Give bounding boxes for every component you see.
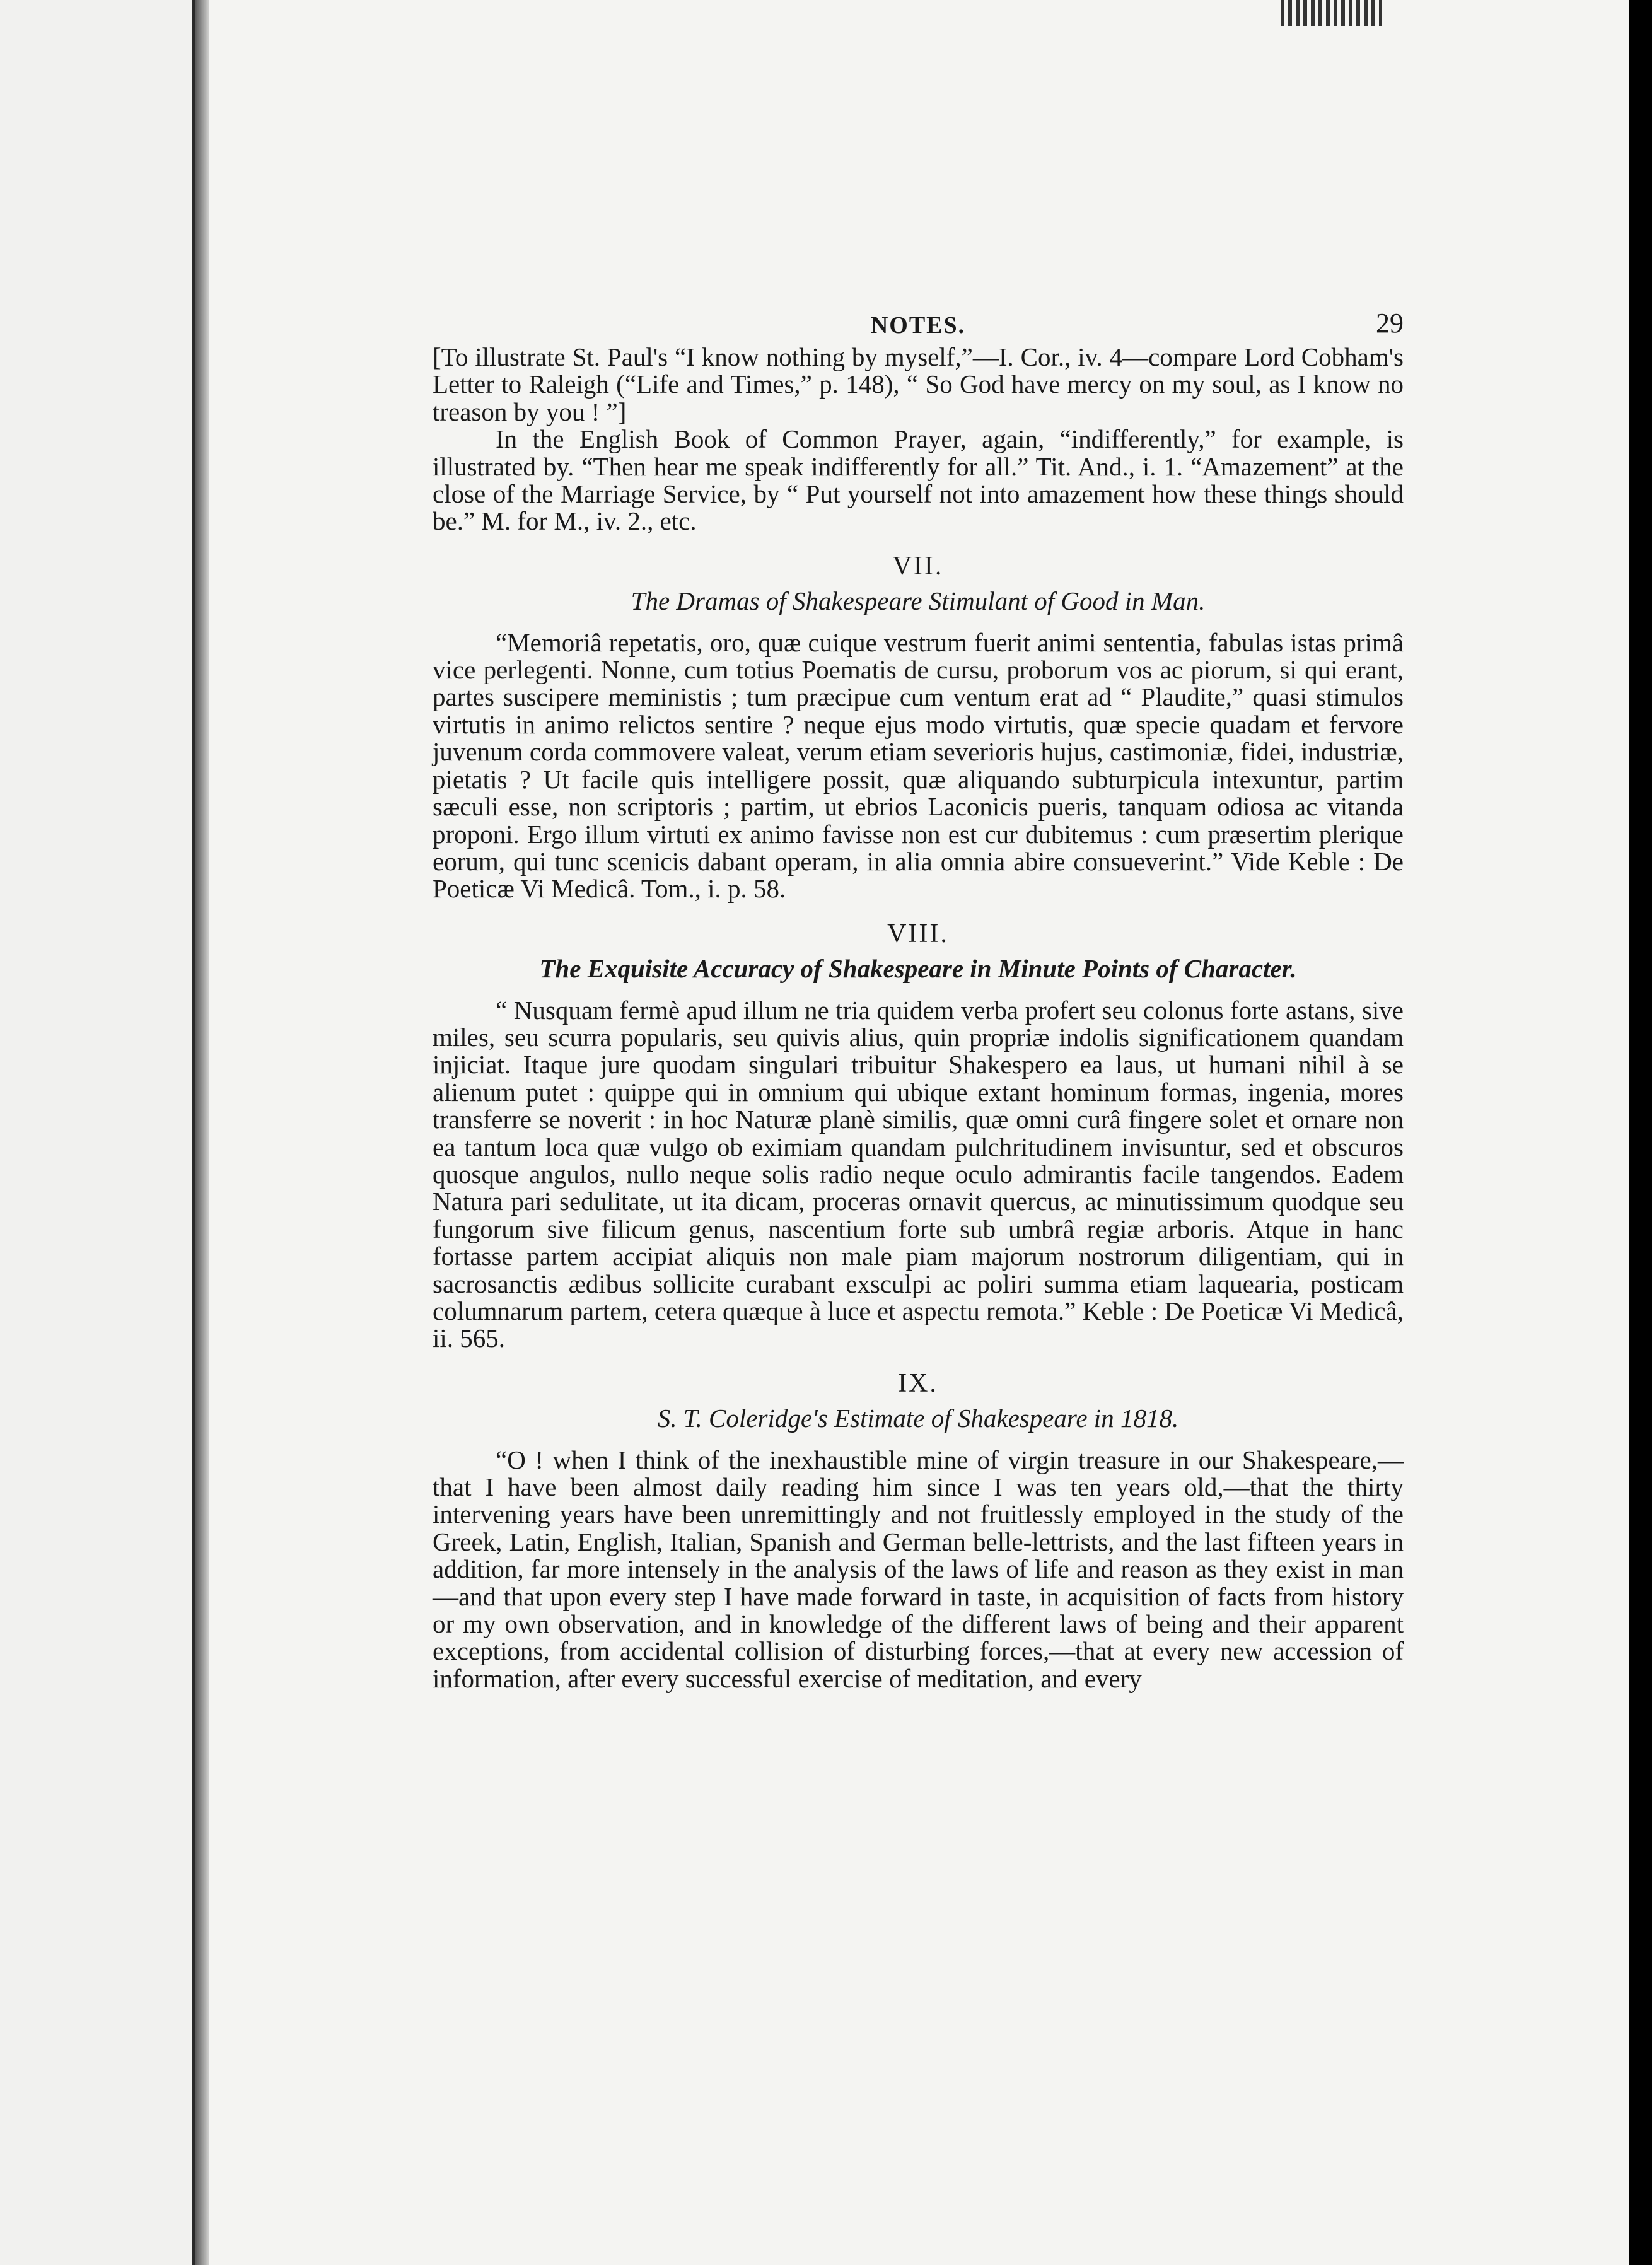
section-number-viii: VIII. [887,919,949,948]
section-body-ix: “O ! when I think of the inexhaustible mine of virgin treasure in our Shakespeare,—that I have been almost daily reading him since I was ten years old,—that the thirty intervening years have been unremittingly and not fruitlessly employed in the study of the Greek, Latin, English, Italian, Spanish and German belle-lettrists, and the last fifteen years in addition, far more intensely in the analysis of the laws of life and reason as they exist in man—and that upon every step I have made forward in taste, in acquisition of facts from history or my own observation, and in knowledge of the different laws of being and their apparent exceptions, from accidental collision of disturbing forces,—that at every new accession of information, after every successful exercise of meditation, and every [433,1445,1404,1693]
section-title-vii: The Dramas of Shakespeare Stimulant of Good in Man. [631,586,1206,616]
running-head: NOTES. [870,312,966,339]
note-paragraph-prayer-book: In the English Book of Common Prayer, again, “indifferently,” for example, is illustrated by. “Then hear me speak indifferently for all.” Tit. And., i. 1. “Amazement” at the close of the Marriage Service, by “ Put yourself not into amazement how these things should be.” M. for M., iv. 2., etc. [433,424,1404,536]
section-body-vii: “Memoriâ repetatis, oro, quæ cuique vestrum fuerit animi sententia, fabulas istas primâ vice perlegenti. Nonne, cum totius Poematis de cursu, proborum vos ac piorum, si qui erant, partes suscipere meministis ; tum præcipue cum ventum erat ad “ Plaudite,” quasi stimulos virtutis in animo relictos sentire ? neque ejus modo virtutis, quæ specie quadam et fervore juvenum corda commovere valeat, verum etiam severioris hujus, castimoniæ, fidei, industriæ, pietatis ? Ut facile quis intelligere possit, quæ aliquando subturpicula intexuntur, partim sæculi esse, non scriptoris ; partim, ut ebrios Laconicis pueris, tanquam odiosa ac vitanda proponi. Ergo illum virtuti ex animo favisse non est cur dubitemus : cum præsertim plerique eorum, qui tunc scenicis dabant operam, in alia omnia abire consueverint.” Vide Keble : De Poeticæ Vi Medicâ. Tom., i. p. 58. [433,627,1404,904]
page-number: 29 [1376,308,1404,339]
section-number-vii: VII. [892,551,944,581]
book-gutter [195,0,209,2265]
section-body-viii: “ Nusquam fermè apud illum ne tria quidem verba profert seu colonus forte astans, sive miles, seu scurra popularis, seu quivis alius, quin propriæ indolis significationem quandam injiciat. Itaque jure quodam singulari tribuitur Shakespero ea laus, ut humani nihil à se alienum putet : quippe qui in omnium qui ubique extant hominum formas, ingenia, mores transferre se noverit : in hoc Naturæ planè similis, quæ omni curâ fingere solet et ornare non ea tantum loca quæ vulgo ob eximiam quandam pulchritudinem invisuntur, sed et obscuros quosque angulos, nullo neque solis radio neque oculo admirantis facile tangendos. Eadem Natura pari sedulitate, ut ita dicam, proceras ornavit quercus, ac minutissimum quodque seu fungorum sive filicum genus, nascentium forte sub umbrâ regiæ arboris. Atque in hanc fortasse partem accipiat aliquis non male piam majorum nostrorum diligentiam, qui in sacrosanctis ædibus sollicite curabant exsculpi ac poliri summa etiam laquearia, posticam columnarum partem, cetera quæque à luce et aspectu remota.” Keble : De Poeticæ Vi Medicâ, ii. 565. [433,995,1404,1353]
note-paragraph-cobham: [To illustrate St. Paul's “I know nothing by myself,”—I. Cor., iv. 4—compare Lord Cobham's Letter to Raleigh (“Life and Times,” p. 148), “ So God have mercy on my soul, as I know no treason by you ! ”] [433,342,1404,426]
scan-artifact [1281,0,1382,26]
page-header [433,300,1404,344]
section-title-viii: The Exquisite Accuracy of Shakespeare in Minute Points of Character. [539,954,1297,984]
section-number-ix: IX. [898,1368,938,1398]
page-content [433,300,1404,1692]
section-title-ix: S. T. Coleridge's Estimate of Shakespeare in 1818. [657,1404,1179,1433]
left-page-edge [0,0,195,2265]
